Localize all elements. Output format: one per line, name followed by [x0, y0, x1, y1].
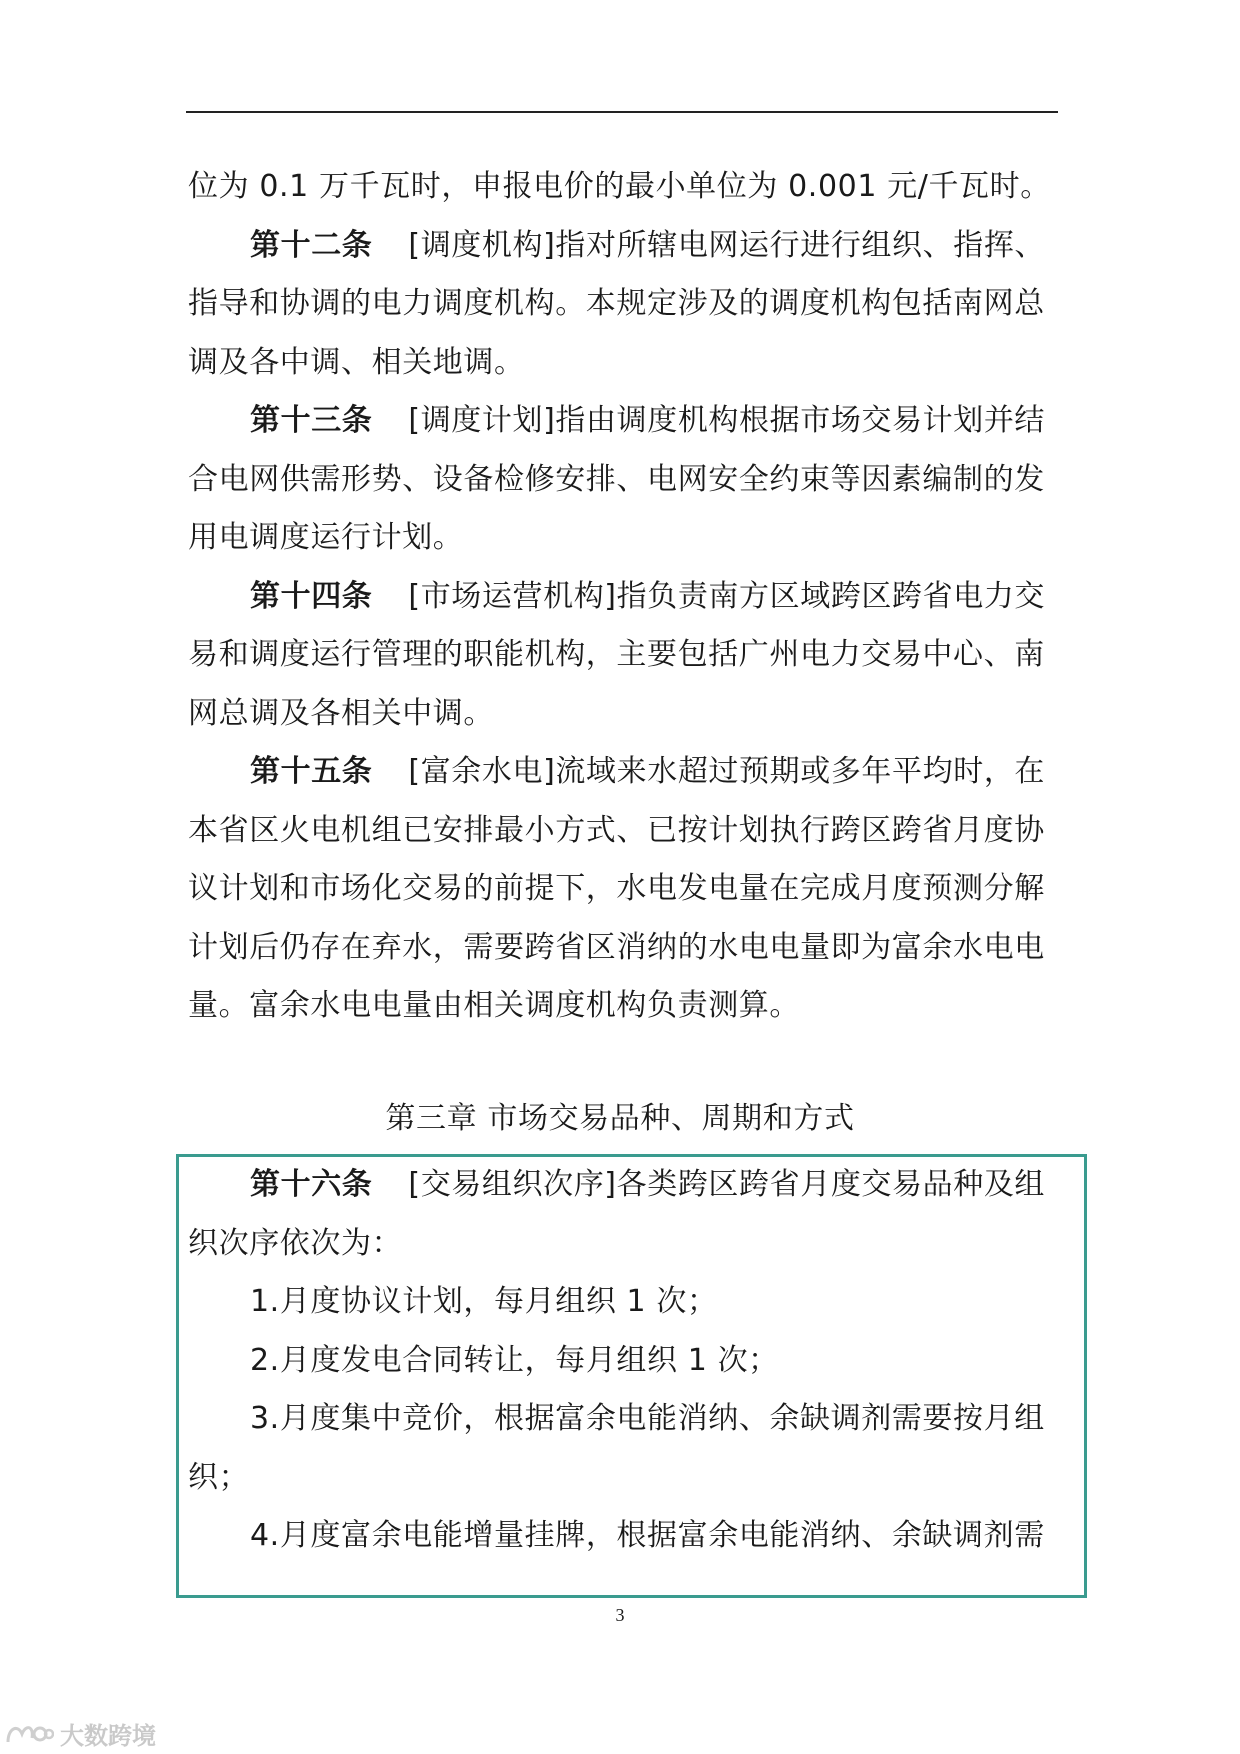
article-number: 第十三条 — [250, 403, 373, 438]
article-number: 第十五条 — [250, 754, 373, 789]
paragraph-text: 计划后仍存在弃水，需要跨省区消纳的水电电量即为富余水电电 — [188, 929, 1045, 965]
paragraph-text: [富余水电]流域来水超过预期或多年平均时，在 — [408, 754, 1046, 789]
paragraph-text: 调及各中调、相关地调。 — [188, 344, 525, 380]
paragraph-text: 本省区火电机组已安排最小方式、已按计划执行跨区跨省月度协 — [188, 812, 1045, 848]
paragraph-text: 量。富余水电电量由相关调度机构负责测算。 — [188, 988, 800, 1023]
watermark-text: 大数跨境 — [60, 1722, 156, 1750]
paragraph-text: 1.月度协议计划，每月组织 1 次； — [250, 1284, 718, 1319]
paragraph-text: [调度机构]指对所辖电网运行进行组织、指挥、 — [408, 227, 1046, 263]
article-first-line — [188, 392, 1054, 451]
paragraph-text: 用电调度运行计划。 — [188, 520, 464, 555]
text-line — [188, 802, 1054, 861]
article-body — [188, 158, 1054, 1036]
header-rule — [186, 111, 1058, 113]
article-first-line — [188, 1156, 1054, 1215]
paragraph-text: 指导和协调的电力调度机构。本规定涉及的调度机构包括南网总 — [188, 286, 1045, 321]
article-first-line — [188, 217, 1054, 276]
article-number: 第十二条 — [250, 227, 373, 263]
paragraph-text: [交易组织次序]各类跨区跨省月度交易品种及组 — [408, 1167, 1046, 1202]
text-line — [188, 626, 1054, 685]
paragraph-text: 易和调度运行管理的职能机构，主要包括广州电力交易中心、南 — [188, 637, 1045, 672]
paragraph-text: 织次序依次为： — [188, 1225, 403, 1261]
text-line — [188, 1449, 1054, 1508]
paragraph-text: [调度计划]指由调度机构根据市场交易计划并结 — [408, 403, 1046, 438]
text-line — [188, 451, 1054, 510]
article-first-line — [188, 568, 1054, 627]
paragraph-text: 议计划和市场化交易的前提下，水电发电量在完成月度预测分解 — [188, 871, 1045, 906]
list-item-line — [188, 1507, 1054, 1566]
text-line — [188, 509, 1054, 568]
watermark — [4, 1716, 156, 1751]
text-line — [188, 860, 1054, 919]
paragraph-text: 2.月度发电合同转让，每月组织 1 次； — [250, 1342, 779, 1378]
list-item-line — [188, 1390, 1054, 1449]
text-line — [188, 275, 1054, 334]
highlighted-article — [188, 1156, 1054, 1566]
text-line — [188, 334, 1054, 393]
watermark-logo-icon — [4, 1720, 54, 1748]
page-number: 3 — [615, 1605, 625, 1625]
article-first-line — [188, 743, 1054, 802]
text-line — [188, 685, 1054, 744]
paragraph-text: [市场运营机构]指负责南方区域跨区跨省电力交 — [408, 578, 1046, 614]
list-item-line — [188, 1273, 1054, 1332]
article-number: 第十四条 — [250, 578, 373, 614]
paragraph-text: 网总调及各相关中调。 — [188, 695, 494, 731]
list-item-line — [188, 1332, 1054, 1391]
text-line — [188, 977, 1054, 1036]
paragraph-text: 3.月度集中竞价，根据富余电能消纳、余缺调剂需要按月组 — [250, 1401, 1045, 1436]
paragraph-text: 织； — [188, 1459, 250, 1495]
text-line — [188, 919, 1054, 978]
text-line — [188, 1215, 1054, 1274]
chapter-title: 第三章 市场交易品种、周期和方式 — [385, 1101, 855, 1136]
paragraph-text: 4.月度富余电能增量挂牌，根据富余电能消纳、余缺调剂需 — [250, 1518, 1045, 1553]
paragraph-text: 位为 0.1 万千瓦时，申报电价的最小单位为 0.001 元/千瓦时。 — [188, 169, 1051, 204]
article-number: 第十六条 — [250, 1167, 373, 1202]
paragraph-text: 合电网供需形势、设备检修安排、电网安全约束等因素编制的发 — [188, 461, 1045, 497]
text-line — [188, 158, 1054, 217]
